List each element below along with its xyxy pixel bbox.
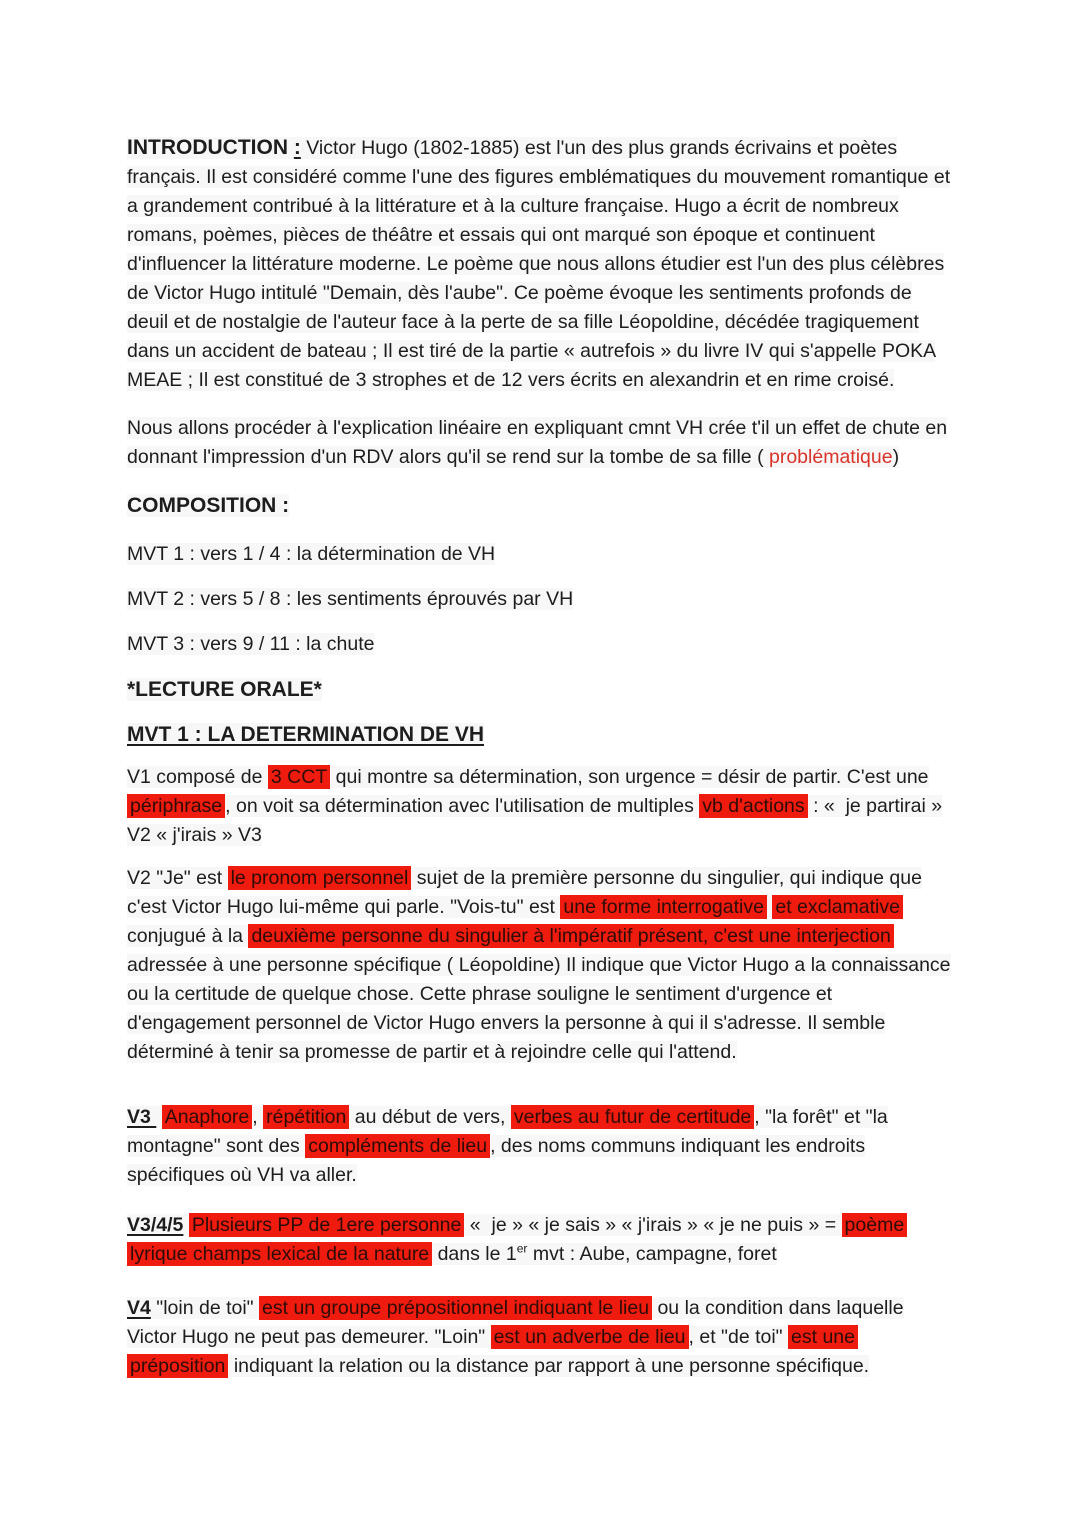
text-run: ou la condition dans laquelle Victor Hugo ne peut pas demeurer. "Loin": [127, 1297, 904, 1348]
document-content: [127, 133, 957, 1381]
text-run: V2 "Je" est: [127, 867, 228, 889]
text-line-band: [127, 678, 322, 701]
text-run: mvt : Aube, campagne, foret: [527, 1243, 777, 1265]
highlighted-text: le pronom personnel: [228, 866, 412, 890]
text-run: V3: [127, 1106, 157, 1128]
text-run: MVT 1 : LA DETERMINATION DE VH: [127, 723, 484, 746]
highlighted-text: poème lyrique champs lexical de la nature: [127, 1213, 907, 1266]
highlighted-text: répétition: [263, 1105, 349, 1129]
text-run: MVT 3 : vers 9 / 11 : la chute: [127, 633, 375, 655]
text-run: , "la forêt" et "la montagne" sont des: [127, 1106, 888, 1157]
text-run: *LECTURE ORALE*: [127, 678, 322, 701]
mvt2-line: [127, 585, 957, 614]
highlighted-text: et exclamative: [772, 895, 903, 919]
text-run: COMPOSITION :: [127, 494, 290, 517]
text-line-band: [127, 1214, 907, 1265]
text-run: , on voit sa détermination avec l'utilisation de multiples: [225, 795, 700, 817]
text-run: "loin de toi": [150, 1297, 260, 1319]
text-line-band: [127, 543, 495, 565]
text-run: dans le 1: [432, 1243, 517, 1265]
text-run: MVT 2 : vers 5 / 8 : les sentiments éprouvés par VH: [127, 588, 574, 610]
highlighted-text: verbes au futur de certitude: [511, 1105, 754, 1129]
text-run: :: [293, 136, 301, 159]
intro-paragraph: [127, 133, 957, 395]
text-run: MVT 1 : vers 1 / 4 : la détermination de VH: [127, 543, 496, 565]
text-run: : « je partirai » V2 « j'irais » V3: [127, 795, 943, 846]
text-line-band: [127, 867, 951, 1063]
highlighted-text: est un groupe prépositionnel indiquant le lieu: [259, 1296, 652, 1320]
v4-paragraph: [127, 1294, 957, 1381]
text-run: [183, 1214, 188, 1236]
text-line-band: [127, 633, 374, 655]
text-run: V4: [127, 1297, 151, 1319]
text-line-band: [127, 723, 484, 746]
text-line-band: [127, 137, 950, 391]
problematique-paragraph: [127, 414, 957, 472]
v2-paragraph: [127, 864, 957, 1067]
text-run: [156, 1106, 161, 1128]
text-line-band: [127, 766, 942, 846]
text-line-band: [127, 1297, 904, 1377]
text-line-band: [127, 1106, 888, 1186]
text-run: Victor Hugo (1802-1885) est l'un des plus grands écrivains et poètes français. Il est considéré comme l'une des figures emblématiques du mouvement romantique et a grandement contribué à la littérature et à la culture française. Hugo a écrit de nombreux romans, poèmes, pièces de théâtre et essais qui ont marqué son époque et continuent d'influencer la littérature moderne. Le poème que nous allons étudier est l'un des plus célèbres de Victor Hugo intitulé "Demain, dès l'aube". Ce poème évoque les sentiments profonds de deuil et de nostalgie de l'auteur face à la perte de sa fille Léopoldine, décédée tragiquement dans un accident de bateau ; Il est tiré de la partie « autrefois » du livre IV qui s'appelle POKA MEAE ; Il est constitué de 3 strophes et de 12 vers écrits en alexandrin et en rime croisé.: [127, 137, 951, 391]
text-run: ,: [252, 1106, 264, 1128]
lecture-orale-heading: [127, 675, 957, 705]
highlighted-text: une forme interrogative: [560, 895, 767, 919]
highlighted-text: est un adverbe de lieu: [491, 1325, 689, 1349]
mvt3-line: [127, 630, 957, 659]
highlighted-text: 3 CCT: [268, 765, 330, 789]
highlighted-text: Plusieurs PP de 1ere personne: [189, 1213, 465, 1237]
mvt1-section-heading: [127, 720, 957, 750]
text-run: ): [892, 446, 900, 468]
v3-paragraph: [127, 1103, 957, 1190]
highlighted-text: est une préposition: [127, 1325, 858, 1378]
text-line-band: [127, 494, 289, 517]
text-line-band: [127, 588, 573, 610]
text-run: conjugué à la: [127, 925, 249, 947]
v345-paragraph: [127, 1211, 957, 1269]
highlighted-text: deuxième personne du singulier à l'impératif présent, c'est une interjection: [248, 924, 893, 948]
v1-paragraph: [127, 763, 957, 850]
text-run: INTRODUCTION: [127, 136, 294, 159]
composition-heading: [127, 491, 957, 521]
text-run: , et "de toi": [688, 1326, 789, 1348]
text-run: « je » « je sais » « j'irais » « je ne puis » =: [464, 1214, 842, 1236]
text-run: V3/4/5: [127, 1214, 184, 1236]
text-run: adressée à une personne spécifique ( Léopoldine) Il indique que Victor Hugo a la connaissance ou la certitude de quelque chose. Cette phrase souligne le sentiment d'urgence et d'engagement personnel de Victor Hugo envers la personne à qui il s'adresse. Il semble déterminé à tenir sa promesse de partir et à rejoindre celle qui l'attend.: [127, 954, 951, 1063]
text-line-band: [127, 417, 947, 468]
text-run: , des noms communs indiquant les endroits spécifiques où VH va aller.: [127, 1135, 866, 1186]
text-run: au début de vers,: [349, 1106, 511, 1128]
highlighted-text: vb d'actions: [699, 794, 807, 818]
text-run: indiquant la relation ou la distance par rapport à une personne spécifique.: [228, 1355, 870, 1377]
red-text-run: problématique: [769, 446, 893, 468]
highlighted-text: périphrase: [127, 794, 225, 818]
highlighted-text: Anaphore: [162, 1105, 253, 1129]
mvt1-line: [127, 540, 957, 569]
text-run: sujet de la première personne du singulier, qui indique que c'est Victor Hugo lui-même qui parle. "Vois-tu" est: [127, 867, 922, 918]
text-run: qui montre sa détermination, son urgence = désir de partir. C'est une: [330, 766, 929, 788]
text-run: V1 composé de: [127, 766, 268, 788]
highlighted-text: compléments de lieu: [305, 1134, 490, 1158]
text-run: er: [516, 1241, 528, 1256]
text-run: Nous allons procéder à l'explication linéaire en expliquant cmnt VH crée t'il un effet de chute en donnant l'impression d'un RDV alors qu'il se rend sur la tombe de sa fille (: [127, 417, 948, 468]
